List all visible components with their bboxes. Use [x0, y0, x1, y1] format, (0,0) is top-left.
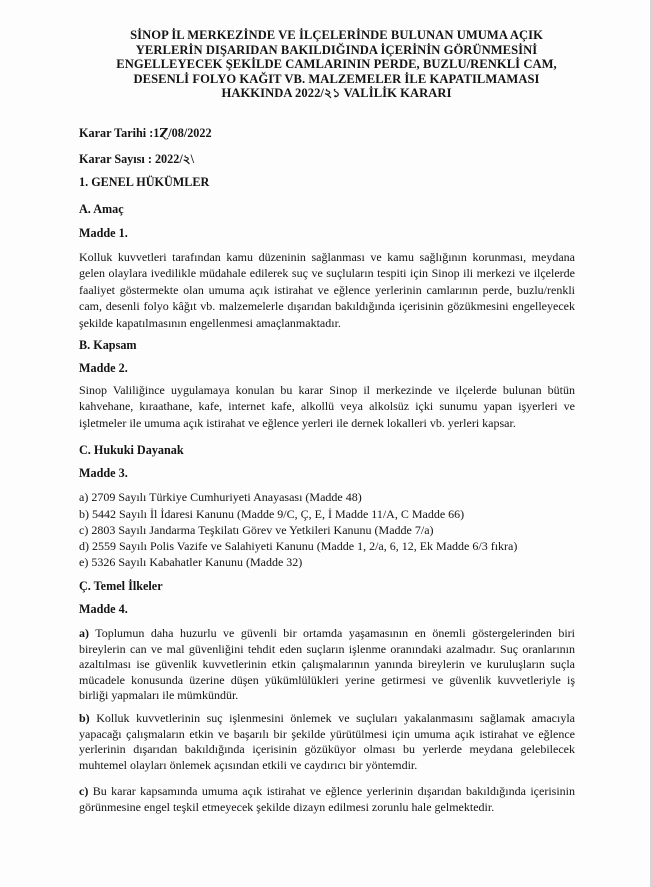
article-4-item-a — [79, 626, 575, 704]
item-text: Kolluk kuvvetlerinin suç işlenmesini önlemek ve suçluları yakalanmasını sağlamak amacıyla yapacağı çalışmaların etkin ve başarılı bir şekilde yürütülmesi için umuma açık istirahat ve eğlence yerlerinin dışarıdan bakıldığında içerisinin gözüküyor olması bu yerlerde meydana gelebilecek muhtemel olayları önlemek açısından etkili ve caydırıcı bir yöntemdir. — [79, 711, 575, 772]
article-2-heading: Madde 2. — [79, 361, 128, 375]
heading-scope: B. Kapsam — [79, 338, 137, 352]
heading-legal-basis: C. Hukuki Dayanak — [79, 443, 184, 457]
decision-number: Karar Sayısı : 2022/২\ — [79, 152, 195, 166]
decision-date: Karar Tarihi :1Ɀ/08/2022 — [79, 126, 212, 140]
article-3-heading: Madde 3. — [79, 466, 128, 480]
article-4-item-c — [79, 784, 575, 815]
title-line: SİNOP İL MERKEZİNDE VE İLÇELERİNDE BULUNAN UMUMA AÇIK — [130, 28, 543, 42]
article-2-text: Sinop Valiliğince uygulamaya konulan bu karar Sinop il merkezinde ve ilçelerde bulunan bütün kahvehane, kıraathane, kafe, internet kafe, alkollü veya alkolsüz içki sunumu yapan işyerleri ve işletmeler ile umuma açık istirahat ve eğlence yerleri ile dernek lokalleri vb. yerleri kapsar. — [79, 383, 575, 430]
section-general-provisions: 1. GENEL HÜKÜMLER — [79, 175, 210, 189]
article-4-item-b — [79, 711, 575, 773]
article-1-heading: Madde 1. — [79, 226, 128, 240]
item-label: c) — [79, 784, 89, 798]
article-1-text: Kolluk kuvvetleri tarafından kamu düzeninin sağlanması ve kamu sağlığının korunması, meydana gelen olaylara ivedilikle müdahale edilerek suç ve suçluların tespiti için Sinop ili merkezi ve ilçelerde faaliyet göstermekte olan umuma açık istirahat ve eğlence yerlerinin camlarının perde, buzlu/renkli cam, desenli folyo kâğıt vb. malzemelerle dışarıdan bakıldığında içerisinin gözükmesini engelleyecek şekilde kapatılmasının engellenmesi amaçlanmaktadır. — [79, 250, 575, 330]
item-text: Toplumun daha huzurlu ve güvenli bir ortamda yaşamasının en önemli göstergelerinden biri bireylerin can ve mal güvenliğini tehdit eden suçların işlenme oranındaki azalmadır. Suç oranlarının azaltılması ise güvenlik kuvvetlerinin etkin çalışmalarının yanında bireylerin ve kuruluşların suçla mücadele konusunda üzerine düşen yükümlülükleri yerine getirmesi ve güvenlik kuvvetleriyle iş birliği yapmaları ile mümkündür. — [79, 626, 575, 703]
law-list-item: a) 2709 Sayılı Türkiye Cumhuriyeti Anayasası (Madde 48) — [79, 490, 362, 504]
item-text: Bu karar kapsamında umuma açık istirahat ve eğlence yerlerinin dışarıdan bakıldığında içerisinin görünmesine engel teşkil etmeyecek şekilde dizayn edilmesi zorunlu hale gelmektedir. — [79, 784, 575, 814]
title-line: ENGELLEYECEK ŞEKİLDE CAMLARININ PERDE, BUZLU/RENKLİ CAM, — [116, 57, 557, 72]
document-title — [60, 28, 613, 101]
article-4-heading: Madde 4. — [79, 602, 128, 616]
law-list-item: b) 5442 Sayılı İl İdaresi Kanunu (Madde 9/C, Ç, E, İ Madde 11/A, C Madde 66) — [79, 507, 465, 521]
item-label: b) — [79, 711, 90, 725]
title-line: YERLERİN DIŞARIDAN BAKILDIĞINDA İÇERİNİN GÖRÜNMESİNİ — [135, 42, 538, 57]
law-list-item: c) 2803 Sayılı Jandarma Teşkilatı Görev ve Yetkileri Kanunu (Madde 7/a) — [79, 523, 434, 537]
item-label: a) — [79, 626, 89, 640]
title-line: DESENLİ FOLYO KAĞIT VB. MALZEMELER İLE KAPATILMAMASI — [133, 71, 540, 86]
law-list-item: e) 5326 Sayılı Kabahatler Kanunu (Madde 32) — [79, 555, 303, 569]
heading-principles: Ç. Temel İlkeler — [79, 579, 163, 593]
title-line: HAKKINDA 2022/২১ VALİLİK KARARI — [221, 86, 452, 101]
heading-purpose: A. Amaç — [79, 202, 124, 216]
law-list-item: d) 2559 Sayılı Polis Vazife ve Salahiyeti Kanunu (Madde 1, 2/a, 6, 12, Ek Madde 6/3 fıkra) — [79, 539, 518, 553]
